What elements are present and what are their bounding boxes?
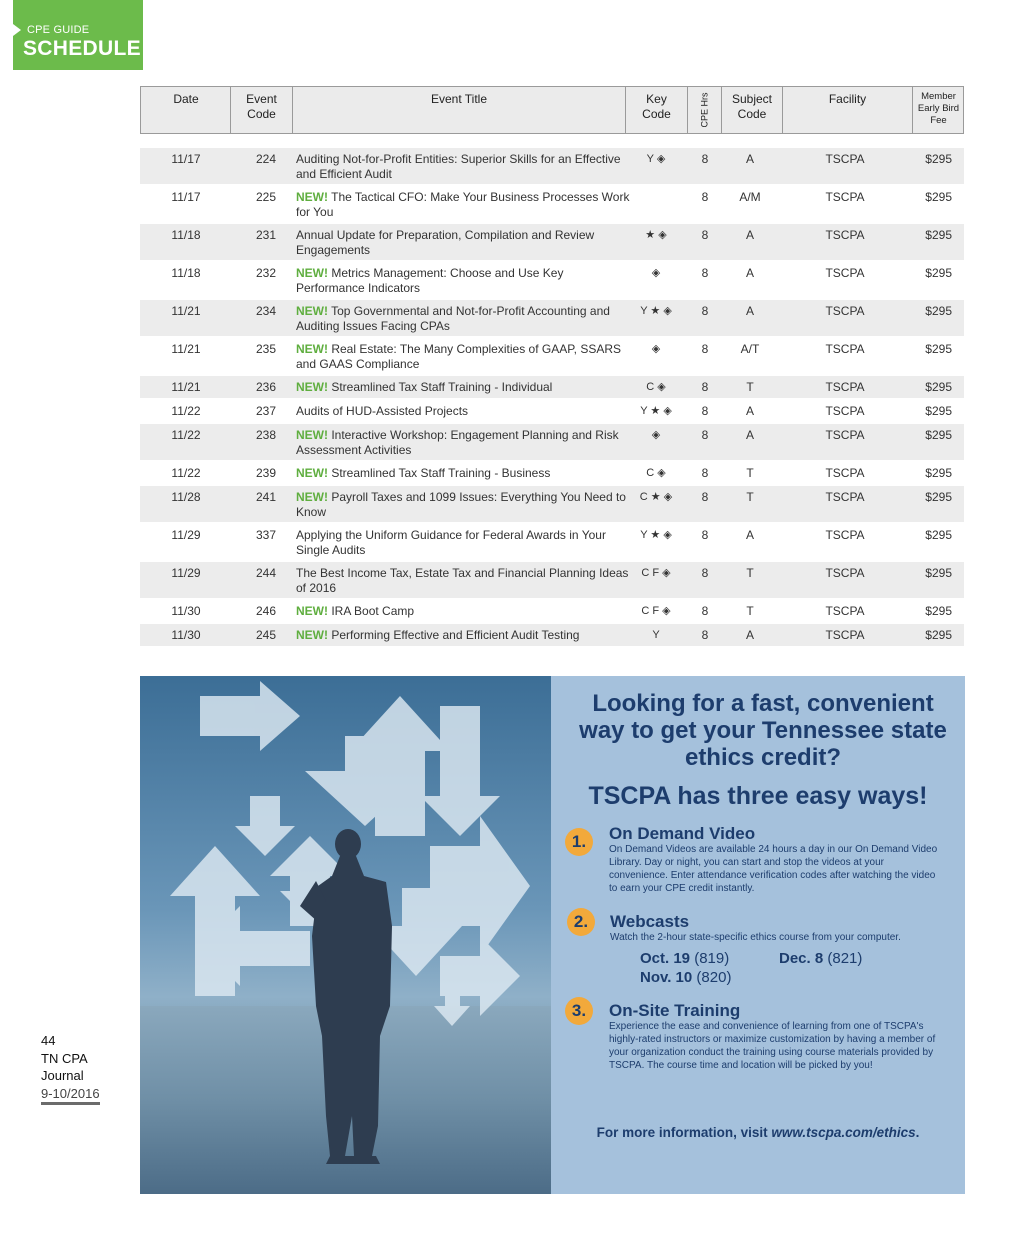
table-row: 11/18 232 NEW! Metrics Management: Choose and Use Key Performance Indicators ◈ 8 A TSCPA $295 xyxy=(140,262,964,300)
header-facility: Facility xyxy=(782,87,912,133)
publication-name: TN CPA xyxy=(41,1050,88,1066)
option-onsite-title: On-Site Training xyxy=(609,1001,741,1020)
webcast-date-nov: Nov. 10 (820) xyxy=(640,969,732,986)
option-on-demand-title: On Demand Video xyxy=(609,824,756,843)
key-code-icons: ◈ xyxy=(651,267,661,279)
tab-title: SCHEDULE xyxy=(23,37,141,60)
option-webcasts-desc: Watch the 2-hour state-specific ethics course from your computer. xyxy=(610,932,901,943)
webcast-date-dec: Dec. 8 (821) xyxy=(779,950,863,967)
option-on-demand-desc: On Demand Videos are available 24 hours a day in our On Demand Video Library. Day or night, you can start and stop the videos at your convenience. Enter attendance verification codes after watching the video to earn your CPE credit instantly. xyxy=(609,844,938,894)
key-code-icons: ◈ xyxy=(651,343,661,355)
table-row: 11/21 235 NEW! Real Estate: The Many Complexities of GAAP, SSARS and GAAS Compliance ◈ 8 A/T TSCPA $295 xyxy=(140,338,964,376)
key-code-icons: C ◈ xyxy=(646,381,666,393)
key-code-icons: Y ◈ xyxy=(646,153,666,165)
tab-pretitle: CPE GUIDE xyxy=(27,24,90,36)
table-row: 11/22 239 NEW! Streamlined Tax Staff Training - Business C ◈ 8 T TSCPA $295 xyxy=(140,462,964,486)
schedule-table-header xyxy=(140,86,964,134)
table-row: 11/21 234 NEW! Top Governmental and Not-for-Profit Accounting and Auditing Issues Facing CPAs Y ★ ◈ 8 A TSCPA $295 xyxy=(140,300,964,338)
ad-subheadline: TSCPA has three easy ways! xyxy=(588,782,928,810)
step-2-badge: 2. xyxy=(567,908,595,936)
header-date: Date xyxy=(173,92,199,106)
key-code-icons: C ◈ xyxy=(646,467,666,479)
step-3-badge: 3. xyxy=(565,997,593,1025)
key-code-icons: C ★ ◈ xyxy=(639,491,673,503)
key-code-icons: ★ ◈ xyxy=(645,229,667,241)
key-code-icons: Y ★ ◈ xyxy=(640,405,672,417)
key-code-icons: ◈ xyxy=(651,429,661,441)
key-code-icons: Y ★ ◈ xyxy=(640,529,672,541)
key-code-icons: C F ◈ xyxy=(641,605,671,617)
key-code-icons: Y ★ ◈ xyxy=(640,305,672,317)
ad-headline: Looking for a fast, convenient way to get your Tennessee state ethics credit? xyxy=(579,690,947,771)
header-subject-code: Subject Code xyxy=(721,87,782,133)
page-number: 44 xyxy=(41,1033,56,1048)
table-row: 11/22 237 Audits of HUD-Assisted Projects Y ★ ◈ 8 A TSCPA $295 xyxy=(140,400,964,424)
key-code-icons: Y xyxy=(652,629,660,641)
tab-arrow-icon xyxy=(13,24,21,36)
table-row: 11/17 225 NEW! The Tactical CFO: Make Your Business Processes Work for You 8 A/M TSCPA $295 xyxy=(140,186,964,224)
businessman-arrows-photo xyxy=(140,676,551,1194)
table-row: 11/22 238 NEW! Interactive Workshop: Engagement Planning and Risk Assessment Activities ◈ 8 A TSCPA $295 xyxy=(140,424,964,462)
table-row: 11/17 224 Auditing Not-for-Profit Entities: Superior Skills for an Effective and Efficient Audit Y ◈ 8 A TSCPA $295 xyxy=(140,148,964,186)
table-row: 11/21 236 NEW! Streamlined Tax Staff Training - Individual C ◈ 8 T TSCPA $295 xyxy=(140,376,964,400)
header-event-code: Event Code xyxy=(230,87,292,133)
table-row: 11/30 245 NEW! Performing Effective and Efficient Audit Testing Y 8 A TSCPA $295 xyxy=(140,624,964,648)
ethics-credit-ad xyxy=(140,676,965,1194)
header-event-title: Event Title xyxy=(292,87,625,133)
table-row: 11/29 244 The Best Income Tax, Estate Tax and Financial Planning Ideas of 2016 C F ◈ 8 T TSCPA $295 xyxy=(140,562,964,600)
option-webcasts-title: Webcasts xyxy=(610,912,690,931)
more-info-line: For more information, visit www.tscpa.com/ethics. xyxy=(596,1125,920,1140)
issue-date: 9-10/2016 xyxy=(41,1086,100,1105)
table-row: 11/29 337 Applying the Uniform Guidance for Federal Awards in Your Single Audits Y ★ ◈ 8 A TSCPA $295 xyxy=(140,524,964,562)
webcast-date-oct: Oct. 19 (819) xyxy=(640,950,730,967)
table-row: 11/28 241 NEW! Payroll Taxes and 1099 Issues: Everything You Need to Know C ★ ◈ 8 T TSCPA $295 xyxy=(140,486,964,524)
table-row: 11/30 246 NEW! IRA Boot Camp C F ◈ 8 T TSCPA $295 xyxy=(140,600,964,624)
publication-name-2: Journal xyxy=(41,1068,84,1083)
header-key-code: Key Code xyxy=(625,87,687,133)
key-code-icons: C F ◈ xyxy=(641,567,671,579)
step-1-badge: 1. xyxy=(565,828,593,856)
table-row: 11/18 231 Annual Update for Preparation, Compilation and Review Engagements ★ ◈ 8 A TSCPA $295 xyxy=(140,224,964,262)
header-cpe-hrs: CPE Hrs xyxy=(687,87,721,133)
arrows-illustration xyxy=(140,676,551,1194)
header-member-fee: Member Early Bird Fee xyxy=(912,87,964,133)
ethics-link[interactable]: www.tscpa.com/ethics xyxy=(771,1125,916,1140)
option-onsite-desc: Experience the ease and convenience of learning from one of TSCPA's highly-rated instructors or maximize customization by having a member of your organization conduct the training using course materials provided by TSCPA. The course time and location will be picked by you! xyxy=(609,1021,936,1071)
ethics-info-panel xyxy=(551,676,965,1194)
section-tab xyxy=(13,0,143,70)
page-footer xyxy=(41,1032,100,1102)
schedule-table-body xyxy=(140,148,964,648)
